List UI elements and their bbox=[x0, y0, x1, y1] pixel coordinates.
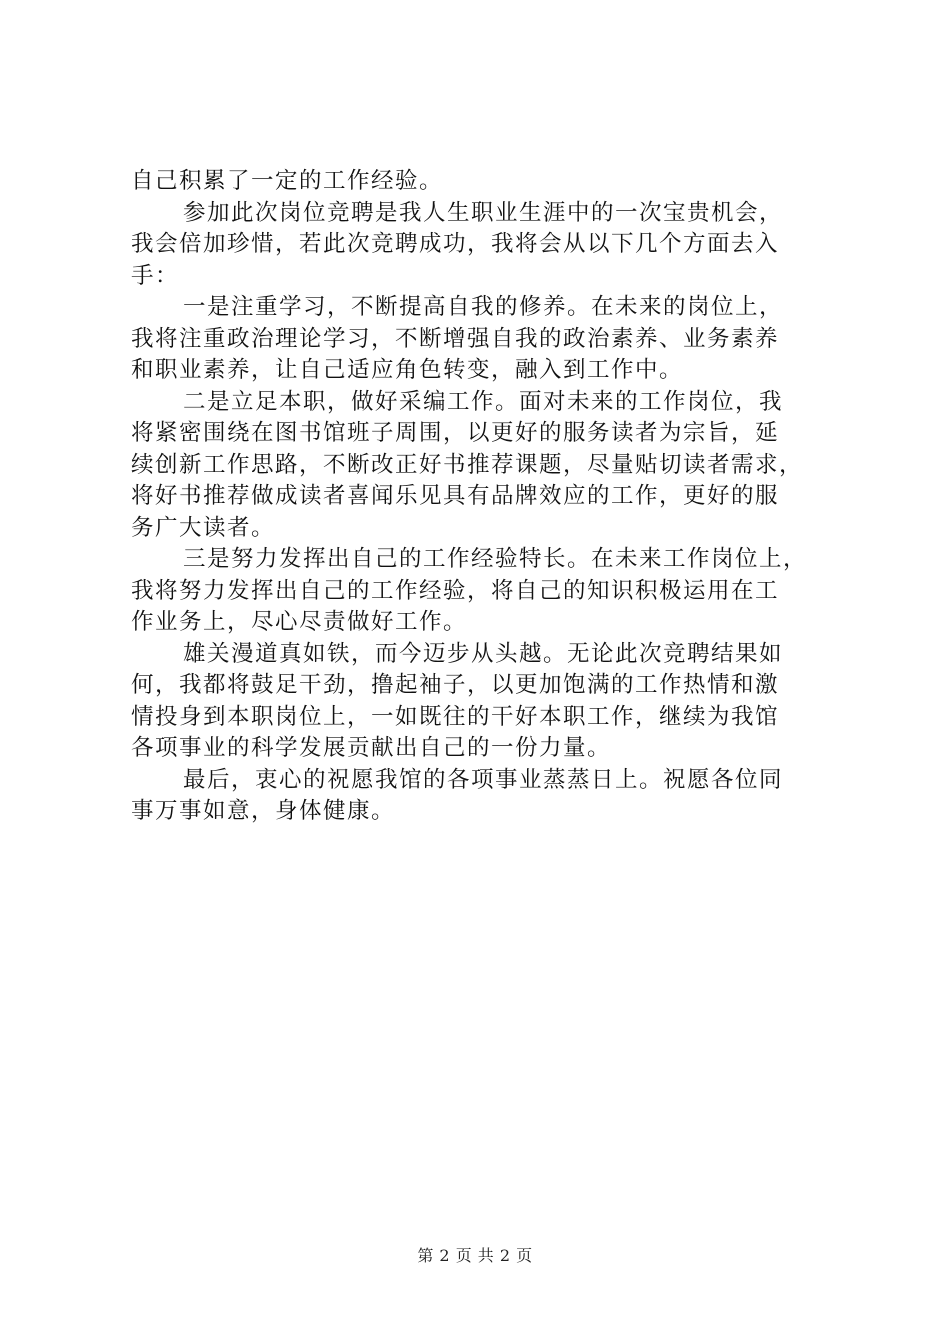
text-line: 最后，衷心的祝愿我馆的各项事业蒸蒸日上。祝愿各位同 bbox=[183, 766, 784, 793]
text-line: 各项事业的科学发展贡献出自己的一份力量。 bbox=[131, 735, 612, 761]
text-line: 事万事如意，身体健康。 bbox=[131, 798, 396, 824]
text-line: 我将注重政治理论学习，不断增强自我的政治素养、业务素养 bbox=[131, 325, 780, 352]
text-line: 和职业素养，让自己适应角色转变，融入到工作中。 bbox=[131, 357, 684, 383]
text-line: 一是注重学习，不断提高自我的修养。在未来的岗位上， bbox=[183, 294, 784, 320]
document-body bbox=[131, 166, 831, 828]
text-line: 将紧密围绕在图书馆班子周围，以更好的服务读者为宗旨，延 bbox=[131, 420, 780, 446]
text-line: 务广大读者。 bbox=[131, 514, 276, 541]
text-line: 续创新工作思路，不断改正好书推荐课题，尽量贴切读者需求， bbox=[131, 451, 804, 478]
page-number-footer: 第 2 页 共 2 页 bbox=[417, 1246, 533, 1265]
text-line: 二是立足本职，做好采编工作。面对未来的工作岗位，我 bbox=[183, 388, 784, 415]
text-line: 手： bbox=[131, 262, 180, 289]
text-line: 作业务上，尽心尽责做好工作。 bbox=[131, 609, 468, 635]
text-line: 情投身到本职岗位上，一如既往的干好本职工作，继续为我馆 bbox=[131, 703, 780, 730]
text-line: 雄关漫道真如铁，而今迈步从头越。无论此次竞聘结果如 bbox=[183, 640, 784, 667]
text-line: 我会倍加珍惜，若此次竞聘成功，我将会从以下几个方面去入 bbox=[131, 231, 780, 257]
text-line: 我将努力发挥出自己的工作经验，将自己的知识积极运用在工 bbox=[131, 577, 780, 604]
text-line: 参加此次岗位竞聘是我人生职业生涯中的一次宝贵机会， bbox=[183, 199, 784, 226]
text-line: 三是努力发挥出自己的工作经验特长。在未来工作岗位上， bbox=[183, 546, 808, 572]
text-line: 何，我都将鼓足干劲，撸起袖子，以更加饱满的工作热情和激 bbox=[131, 672, 780, 698]
text-line: 将好书推荐做成读者喜闻乐见具有品牌效应的工作，更好的服 bbox=[131, 483, 780, 509]
text-line: 自己积累了一定的工作经验。 bbox=[131, 168, 444, 194]
